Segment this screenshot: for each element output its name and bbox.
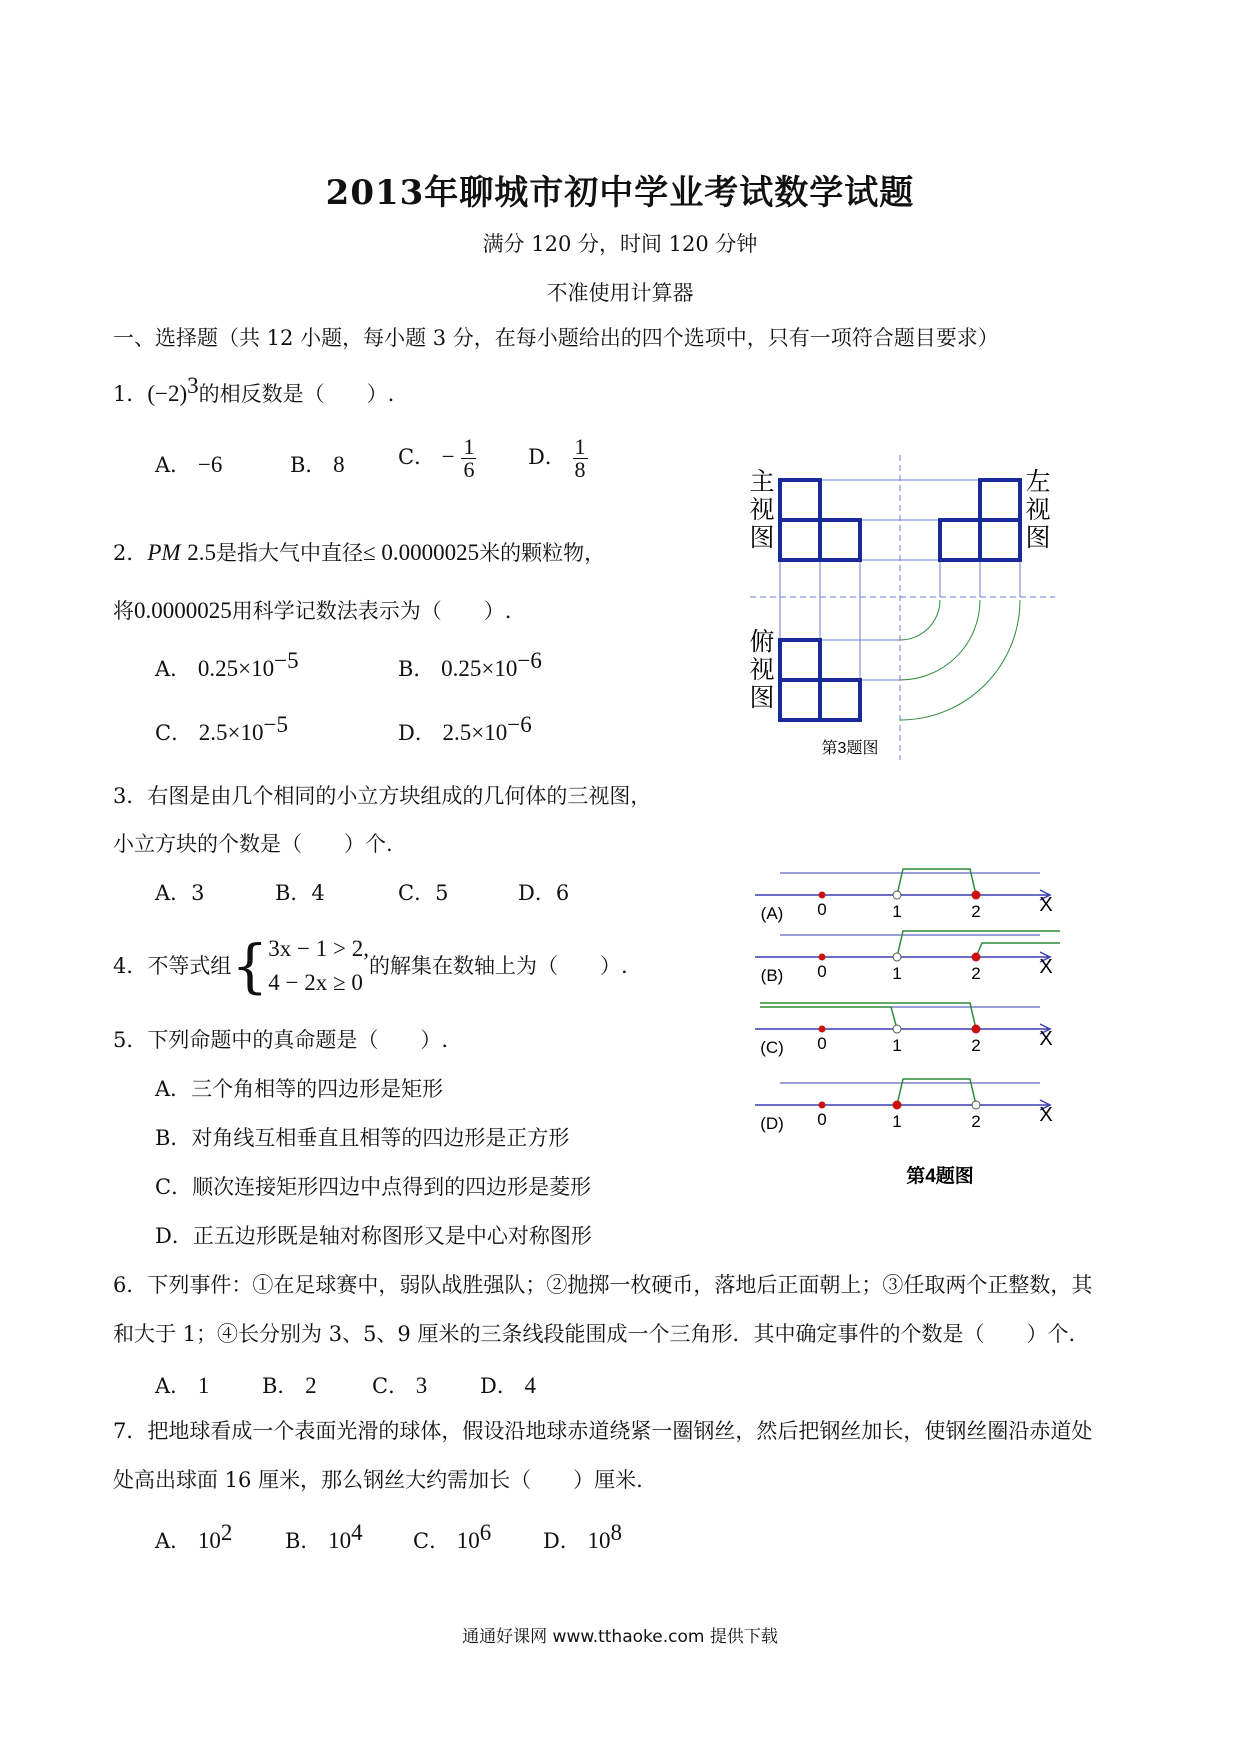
q2-option-a: A． $0.25\times 10^{-5}$ [155,648,299,681]
tick-label: 1 [892,1036,902,1055]
question-3-line1: 3．右图是由几个相同的小立方块组成的几何体的三视图， [113,784,652,808]
q7-option-b: B． $10^4$ [285,1520,363,1553]
q1-option-c: C． − $\frac{1}{6}$ [398,434,475,482]
tick-label: 0 [817,900,827,919]
q1-option-a: A． −6 [155,452,223,477]
q6-option-d: D． 4 [480,1373,537,1398]
q3-option-c: C．5 [398,881,449,905]
tick-label: 2 [971,902,981,921]
exam-info: 满分 120 分，时间 120 分钟 [482,232,758,256]
endpoint-2 [972,1025,980,1033]
option-label: (B) [760,966,784,985]
tick-label: 1 [892,902,902,921]
axis-label: X [1039,1028,1053,1050]
origin-point [819,1026,826,1033]
q7-option-d: D． $10^8$ [543,1520,623,1553]
page-title: 2013年聊城市初中学业考试数学试题 [325,173,915,213]
q3-option-d: D．6 [518,881,570,905]
section-heading: 一、选择题（共 12 小题，每小题 3 分，在每小题给出的四个选项中，只有一项符合题目要求） [113,326,999,350]
question-2-line2: 将0.0000025用科学记数法表示为（ ）. [113,598,512,623]
tick-label: 0 [817,1034,827,1053]
q5-option-b: B．对角线互相垂直且相等的四边形是正方形 [155,1126,570,1150]
system-brace: { [231,932,269,1000]
figure-4-caption: 第4题图 [906,1166,974,1185]
endpoint-1 [893,1101,901,1109]
endpoint-1 [893,953,901,961]
q5-option-d: D．正五边形既是轴对称图形又是中心对称图形 [155,1224,592,1248]
tick-label: 2 [971,964,981,983]
figure-3-caption: 第3题图 [821,740,879,757]
q7-option-c: C． $10^6$ [413,1520,492,1553]
q3-option-b: B．4 [275,881,325,905]
solution-bracket [760,1007,897,1029]
q2-option-b: B． $0.25\times 10^{-6}$ [398,648,542,681]
origin-point [819,892,826,899]
question-1-stem: 1．$(-2)^3$的相反数是（ ）. [113,373,395,406]
q5-option-a: A．三个角相等的四边形是矩形 [155,1077,444,1101]
question-3-line2: 小立方块的个数是（ ）个. [113,832,393,856]
tick-label: 0 [817,962,827,981]
left-view-squares [940,480,1020,560]
q2-option-d: D． $2.5\times 10^{-6}$ [398,712,532,745]
front-view-squares [780,480,860,560]
figure-3-three-views [740,455,1060,765]
q6-option-c: C． 3 [372,1373,428,1398]
q1-option-d: D． $\frac{1}{8}$ [528,434,586,482]
tick-label: 1 [892,964,902,983]
axis-label: X [1039,894,1053,916]
tick-label: 0 [817,1110,827,1129]
question-6-line2: 和大于 1；④长分别为 3、5、9 厘米的三条线段能围成一个三角形．其中确定事件的个数是（ ）个. [113,1322,1076,1346]
q7-option-a: A． $10^2$ [155,1520,233,1553]
endpoint-1 [893,1025,901,1033]
projection-guides [750,455,1055,760]
axis-label: X [1039,956,1053,978]
top-view-squares [780,640,860,720]
question-5-stem: 5．下列命题中的真命题是（ ）. [113,1028,449,1052]
question-4-stem: 4．不等式组 { 3x − 1 > 2, 4 − 2x ≥ 0 的解集在数轴上为（ ）. [113,932,628,1000]
q6-option-a: A． 1 [155,1373,210,1398]
projection-arcs [900,600,1020,720]
q5-option-c: C．顺次连接矩形四边中点得到的四边形是菱形 [155,1175,592,1199]
tick-label: 2 [971,1112,981,1131]
origin-point [819,1102,826,1109]
endpoint-2 [972,891,980,899]
q2-option-c: C． $2.5\times 10^{-5}$ [155,712,288,745]
q1-option-b: B． 8 [290,452,345,477]
inequality-system: 3x − 1 > 2, 4 − 2x ≥ 0 [268,936,369,995]
footer-source: 通通好课网 www.tthaoke.com 提供下载 [462,1627,778,1647]
question-7-line2: 处高出球面 16 厘米，那么钢丝大约需加长（ ）厘米. [113,1468,643,1492]
q6-option-b: B． 2 [262,1373,317,1398]
origin-point [819,954,826,961]
endpoint-2 [972,953,980,961]
exam-note: 不准使用计算器 [546,281,694,305]
question-7-line1: 7．把地球看成一个表面光滑的球体，假设沿地球赤道绕紧一圈钢丝，然后把钢丝加长，使钢丝圈沿赤道处 [113,1419,1093,1443]
front-view-label: 主视图 [749,468,775,552]
figure-4-number-lines [750,855,1070,1185]
tick-label: 2 [971,1036,981,1055]
left-view-label: 左视图 [1025,468,1051,552]
endpoint-2 [972,1101,980,1109]
endpoint-1 [893,891,901,899]
tick-label: 1 [892,1112,902,1131]
axis-label: X [1039,1104,1053,1126]
top-view-label: 俯视图 [749,628,775,712]
option-label: (A) [760,904,784,923]
question-2-line1: 2．PM 2.5是指大气中直径≤ 0.0000025米的颗粒物， [113,540,606,565]
option-label: (D) [760,1114,784,1133]
option-label: (C) [760,1038,784,1057]
question-6-line1: 6．下列事件：①在足球赛中，弱队战胜强队；②抛掷一枚硬币，落地后正面朝上；③任取两个正整数，其 [113,1273,1093,1297]
q3-option-a: A．3 [155,881,205,905]
